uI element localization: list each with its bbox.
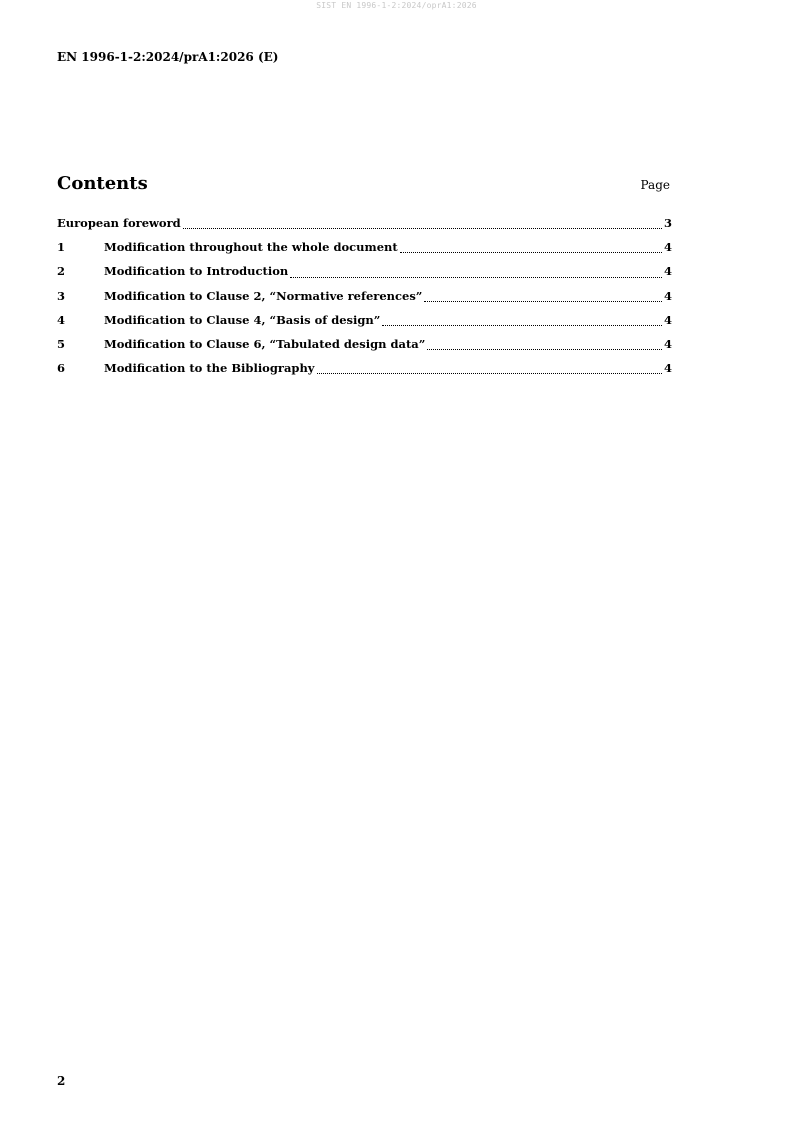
toc-entry-2[interactable] [57,264,672,288]
toc-entry-6[interactable] [57,361,672,385]
toc-entry-title: Modification to Introduction [104,264,289,279]
toc-entry-3[interactable] [57,289,672,313]
toc-entry-page: 4 [664,312,673,327]
toc-entry-page: 4 [664,288,673,303]
toc-entry-page: 4 [664,361,673,376]
toc-dot-leader [183,227,662,229]
toc-dot-leader [400,251,662,253]
contents-heading: Contents [57,173,148,194]
toc-entry-title: Modification to the Bibliography [104,361,315,376]
toc-entry-title: Modification throughout the whole document [104,240,398,255]
toc-entry-page: 4 [664,240,673,255]
page-column-label: Page [640,178,670,192]
toc-entry-page: 4 [664,264,673,279]
watermark: SIST EN 1996-1-2:2024/oprA1:2026 [316,1,477,10]
toc-entry-title: Modification to Clause 4, “Basis of design” [104,312,381,327]
toc-entry-number: 6 [57,361,66,376]
toc-entry-number: 5 [57,336,66,351]
document-id-header: EN 1996-1-2:2024/prA1:2026 (E) [57,50,279,64]
toc-entry-1[interactable] [57,240,672,264]
toc-dot-leader [427,348,662,350]
toc-entry-number: 4 [57,312,66,327]
toc-dot-leader [382,324,662,326]
toc-entry-number: 3 [57,288,66,303]
toc-entry-number: 1 [57,240,66,255]
toc-entry-title: Modification to Clause 2, “Normative references” [104,288,423,303]
toc-entry-page: 4 [664,336,673,351]
toc-entry-title: European foreword [57,216,181,230]
toc-dot-leader [424,300,662,302]
toc-entry-foreword[interactable] [57,216,672,240]
toc-entry-4[interactable] [57,313,672,337]
page-number: 2 [57,1074,66,1088]
toc-dot-leader [290,276,662,278]
toc-entry-5[interactable] [57,337,672,361]
toc-entry-page: 3 [664,216,673,230]
table-of-contents [57,216,672,385]
toc-entry-title: Modification to Clause 6, “Tabulated design data” [104,336,426,351]
toc-entry-number: 2 [57,264,66,279]
toc-dot-leader [317,372,663,374]
